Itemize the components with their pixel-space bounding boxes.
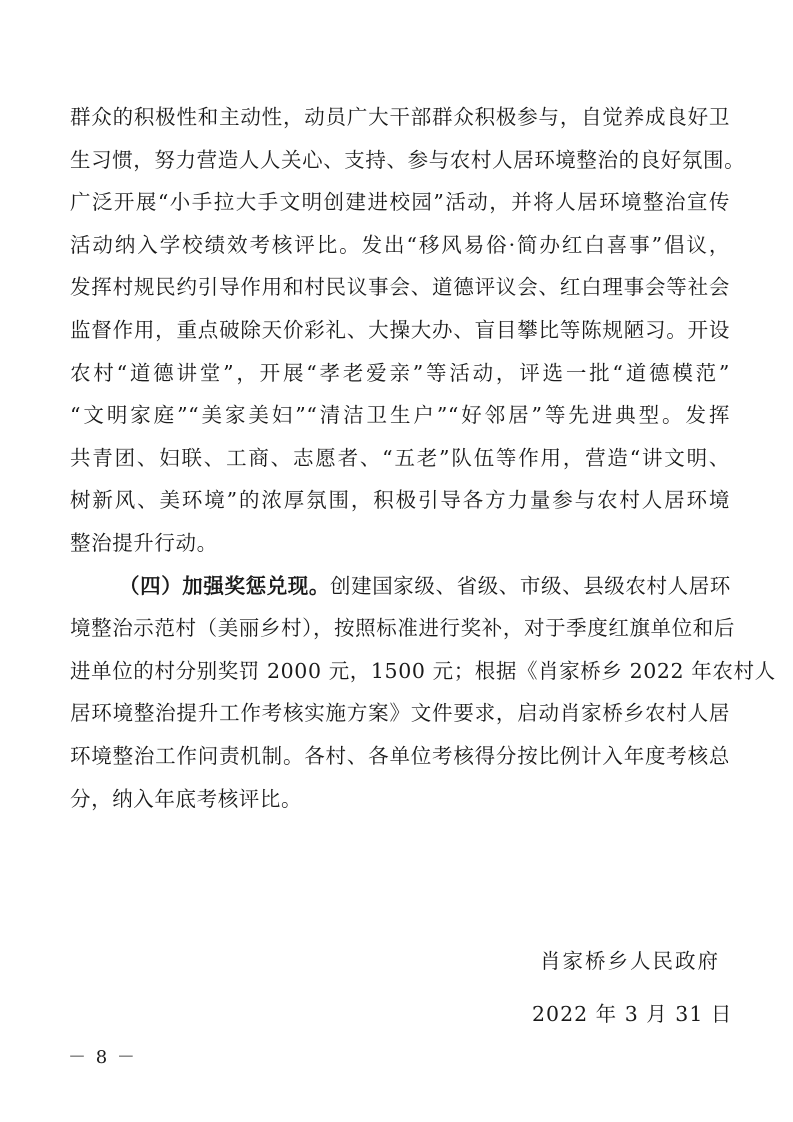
section-4-line: 进单位的村分别奖罚 2000 元，1500 元；根据《肖家桥乡 2022 年农村人 — [70, 658, 776, 683]
paragraph-line: 广泛开展“小手拉大手文明创建进校园”活动，并将人居环境整治宣传 — [70, 190, 730, 215]
section-4-first-line-text: 创建国家级、省级、市级、县级农村人居环 — [330, 573, 731, 598]
paragraph-line: 农村“道德讲堂”，开展“孝老爱亲”等活动，评选一批“道德模范” — [70, 360, 730, 385]
paragraph-line: 发挥村规民约引导作用和村民议事会、道德评议会、红白理事会等社会 — [70, 275, 730, 300]
paragraph-line: 生习惯，努力营造人人关心、支持、参与农村人居环境整治的良好氛围。 — [70, 147, 746, 172]
issue-date: 2022 年 3 月 31 日 — [532, 1002, 733, 1026]
section-4-line: 环境整治工作问责机制。各村、各单位考核得分按比例计入年度考核总 — [70, 743, 730, 768]
section-4-first-line — [70, 565, 730, 608]
section-4-heading: （四）加强奖惩兑现。 — [119, 573, 330, 598]
section-4-line: 境整治示范村（美丽乡村），按照标准进行奖补，对于季度红旗单位和后 — [70, 616, 735, 641]
paragraph-line: 树新风、美环境”的浓厚氛围，积极引导各方力量参与农村人居环境 — [70, 488, 730, 513]
section-4-line: 居环境整治提升工作考核实施方案》文件要求，启动肖家桥乡农村人居 — [70, 701, 730, 726]
paragraph-line: “文明家庭”“美家美妇”“清洁卫生户”“好邻居”等先进典型。发挥 — [70, 403, 730, 428]
page-number: － 8 － — [68, 1047, 137, 1068]
paragraph-line: 活动纳入学校绩效考核评比。发出“移风易俗·简办红白喜事”倡议， — [70, 232, 730, 257]
issuer-signature: 肖家桥乡人民政府 — [540, 949, 720, 973]
paragraph-line: 群众的积极性和主动性，动员广大干部群众积极参与，自觉养成良好卫 — [70, 105, 730, 129]
paragraph-line: 监督作用，重点破除天价彩礼、大操大办、盲目攀比等陈规陋习。开设 — [70, 317, 730, 342]
body-text — [70, 96, 776, 820]
paragraph-line: 整治提升行动。 — [70, 530, 218, 555]
section-4-line: 分，纳入年底考核评比。 — [70, 786, 303, 811]
paragraph-line: 共青团、妇联、工商、志愿者、“五老”队伍等作用，营造“讲文明、 — [70, 445, 730, 470]
